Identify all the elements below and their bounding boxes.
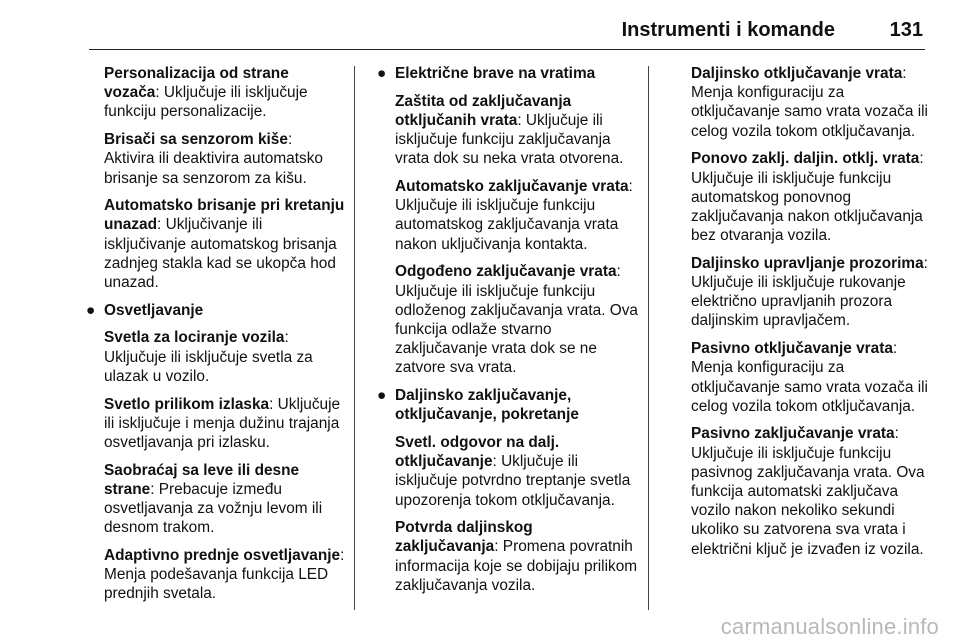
section-lighting (82, 301, 346, 320)
entry-label: Daljinsko upravljanje prozorima (691, 254, 924, 272)
page-number: 131 (889, 19, 923, 41)
bullet-icon: ● (377, 65, 387, 82)
entry-label: Automatsko zaključavanje vrata (395, 178, 629, 196)
column-divider-right (648, 66, 649, 610)
entry-remote-door-unlock (691, 64, 931, 141)
column-2 (373, 64, 639, 604)
entry-label: Pasivno otključavanje vrata (691, 340, 893, 358)
entry-label: Svetlo prilikom izlaska (104, 395, 270, 413)
entry-text: : Menja podešavanja funkcija LED prednjih svetala. (104, 546, 345, 603)
column-3 (691, 64, 931, 567)
entry-passive-door-lock (691, 424, 931, 558)
entry-remote-relock (691, 149, 931, 245)
entry-label: Saobraćaj sa leve ili desne strane (104, 461, 300, 498)
section-power-door-locks (373, 64, 639, 83)
entry-text: : Uključuje ili isključuje funkciju automatskog ponovnog zaključavanja nakon otključavanja bez otvaranja vozila. (691, 150, 924, 245)
section-heading: Električne brave na vratima (395, 65, 596, 82)
entry-text: : Uključuje ili isključuje i menja dužinu trajanja osvetljavanja pri izlasku. (104, 395, 341, 451)
entry-text: : Menja konfiguraciju za otključavanje samo vrata vozača ili celog vozila tokom otključavanja. (691, 340, 928, 415)
section-heading: Daljinsko zaključavanje, otključavanje, pokretanje (395, 387, 579, 424)
bullet-icon: ● (377, 387, 387, 405)
entry-label: Potvrda daljinskog zaključavanja (395, 519, 533, 556)
entry-label: Odgođeno zaključavanje vrata (395, 263, 617, 281)
entry-label: Personalizacija od strane vozača (104, 65, 289, 102)
entry-label: Daljinsko otključavanje vrata (691, 65, 903, 82)
entry-label: Pasivno zaključavanje vrata (691, 425, 895, 443)
entry-auto-door-lock (373, 177, 639, 254)
entry-text: : Uključuje ili isključuje svetla za ulazak u vozilo. (104, 329, 313, 385)
entry-text: : Uključuje ili isključuje funkciju automatskog zaključavanja vrata nakon uključivanja kontakta. (395, 178, 633, 253)
entry-remote-unlock-light-feedback (373, 433, 639, 510)
entry-remote-lock-feedback (373, 518, 639, 595)
entry-text: : Uključuje ili isključuje funkciju zaključavanja vrata dok su neka vrata otvorena. (395, 111, 624, 168)
running-header-title: Instrumenti i komande (621, 19, 835, 41)
entry-rain-sensing-wipers (82, 130, 346, 188)
entry-exit-lighting (82, 395, 346, 453)
entry-label: Zaštita od zaključavanja otključanih vrata (395, 92, 572, 129)
column-1 (82, 64, 346, 612)
entry-text: : Uključuje ili isključuje potvrdno treptanje svetla upozorenja tokom otključavanja. (395, 453, 631, 509)
entry-vehicle-locator-lights (82, 328, 346, 386)
entry-auto-reverse-wipe (82, 196, 346, 292)
bullet-icon: ● (86, 301, 96, 319)
section-remote-lock-unlock-start (373, 386, 639, 424)
entry-text: : Menja konfiguraciju za otključavanje samo vrata vozača ili celog vozila tokom otključavanja. (691, 65, 928, 140)
entry-passive-door-unlock (691, 339, 931, 416)
entry-text: : Uključuje ili isključuje funkciju personalizacije. (104, 84, 308, 121)
column-divider-left (354, 66, 355, 610)
entry-adaptive-front-lighting (82, 546, 346, 604)
entry-text: : Promena povratnih informacija koje se dobijaju prilikom zaključavanja vozila. (395, 538, 638, 594)
entry-label: Automatsko brisanje pri kretanju unazad (104, 197, 345, 234)
entry-delayed-door-lock (373, 262, 639, 377)
entry-driver-personalization (82, 64, 346, 122)
entry-text: : Uključuje ili isključuje funkciju odloženog zaključavanja vrata. Ova funkcija odlaže stvarno zaključavanje vrata dok se ne zatvore sva vrata. (395, 263, 638, 377)
entry-traffic-side (82, 461, 346, 538)
entry-label: Svetla za lociranje vozila (104, 329, 285, 347)
entry-label: Adaptivno prednje osvetljavanje (104, 546, 341, 564)
entry-text: : Uključuje ili isključuje funkciju pasivnog zaključavanja vrata. Ova funkcija automatski zaključava vozilo nakon nekoliko sekundi ukoliko su zatvorena sva vrata i električni ključ je izvađen iz vozila. (691, 425, 925, 558)
entry-text: : Uključivanje ili isključivanje automatskog brisanja zadnjeg stakla kad se ukopča hod unazad. (104, 216, 337, 292)
entry-remote-window-operation (691, 254, 931, 331)
watermark: carmanualsonline.info (720, 614, 939, 639)
section-heading: Osvetljavanje (104, 301, 204, 319)
entry-label: Svetl. odgovor na dalj. otključavanje (395, 433, 560, 471)
entry-label: Ponovo zaklj. daljin. otklj. vrata (691, 150, 920, 168)
entry-unlocked-door-lockout (373, 92, 639, 169)
entry-text: : Uključuje ili isključuje rukovanje električno upravljanih prozora daljinskim upravljačem. (691, 254, 928, 330)
entry-text: : Aktivira ili deaktivira automatsko brisanje sa senzorom za kišu. (104, 131, 323, 187)
entry-text: : Prebacuje između osvetljavanja za vožnju levom ili desnom trakom. (104, 480, 323, 537)
entry-label: Brisači sa senzorom kiše (104, 131, 288, 149)
header-rule (89, 49, 925, 50)
